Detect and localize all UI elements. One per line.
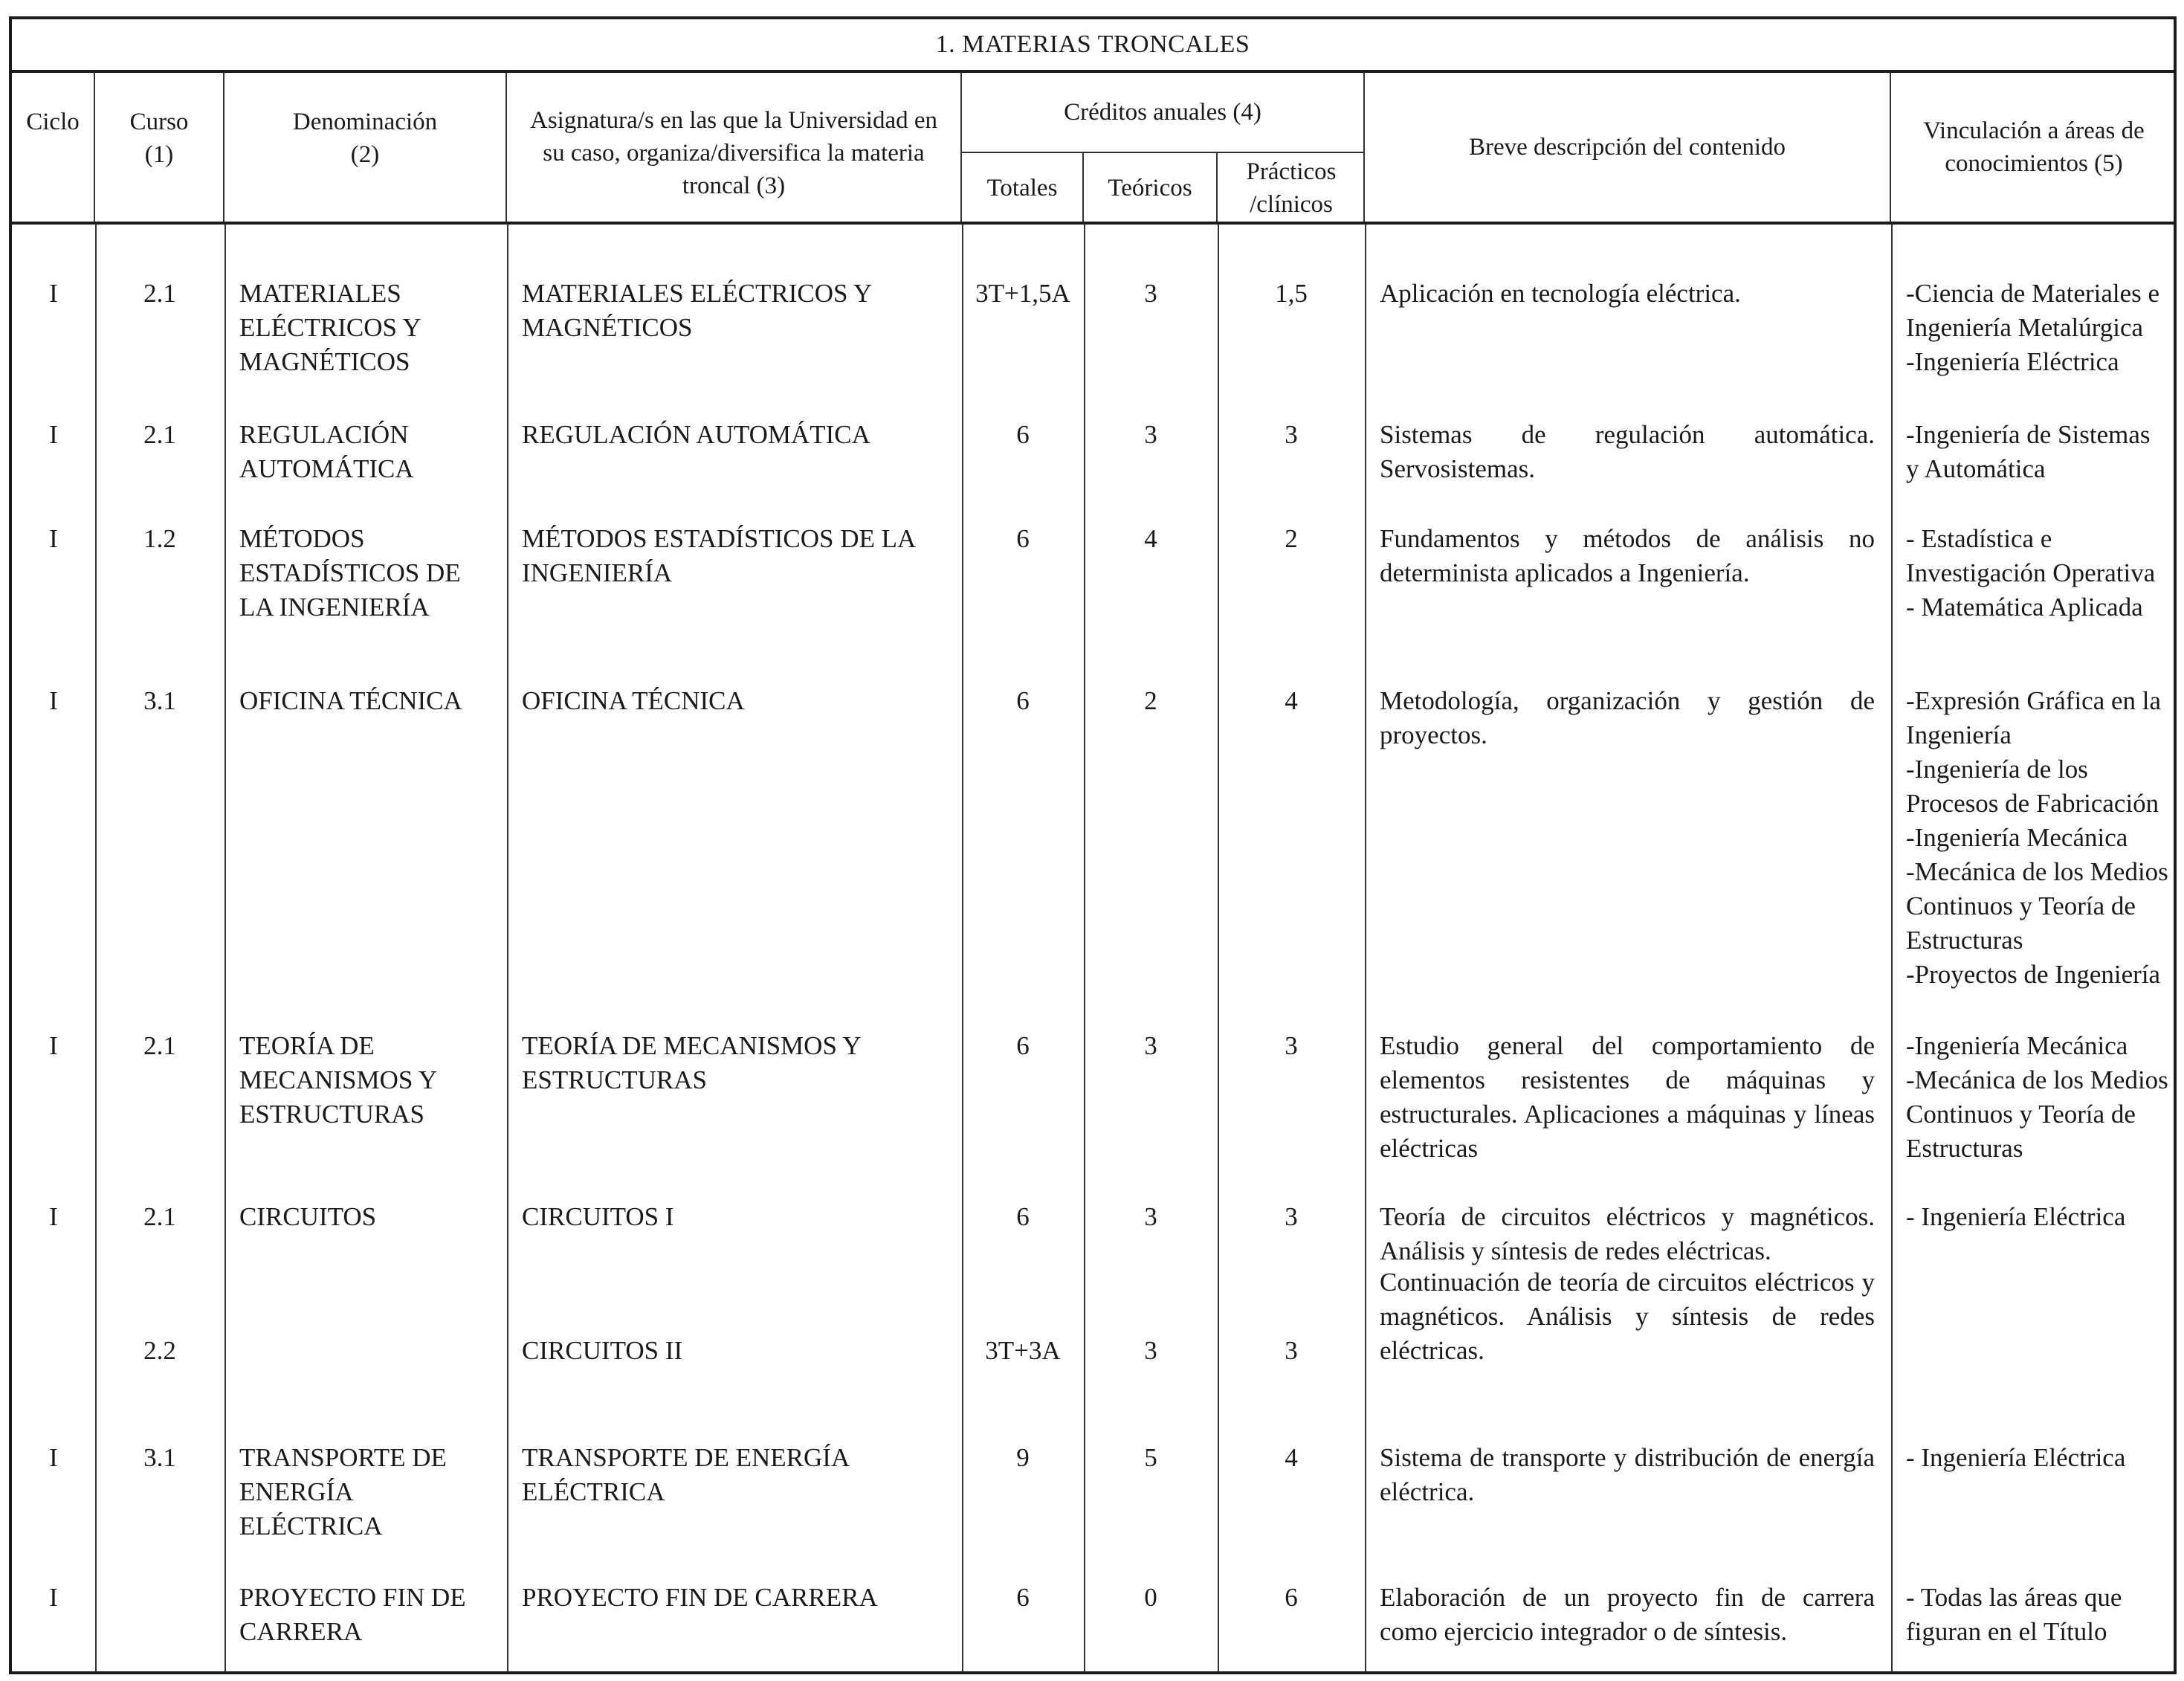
cell-vinculacion: - Estadística e Investigación Operativa - Matemática Aplicada <box>1906 524 2156 622</box>
cell-totales: 9 <box>1016 1443 1030 1472</box>
cell-totales: 3T+1,5A <box>975 279 1070 308</box>
cell-curso: 2.2 <box>143 1336 176 1365</box>
cell-practicos: 3 <box>1285 1031 1298 1060</box>
cell-asignatura: REGULACIÓN AUTOMÁTICA <box>522 420 870 449</box>
cell-practicos: 6 <box>1285 1583 1298 1612</box>
cell-ciclo: I <box>49 524 58 553</box>
cell-teoricos: 4 <box>1144 524 1157 553</box>
cell-teoricos: 2 <box>1144 686 1157 715</box>
header-curso <box>95 73 224 222</box>
cell-practicos: 4 <box>1285 1443 1298 1472</box>
cell-curso: 2.1 <box>143 420 176 449</box>
header-asignatura-label: Asignatura/s en las que la Universidad en su caso, organiza/diversifica la materia troncal (3) <box>529 107 937 199</box>
cell-asignatura: CIRCUITOS I <box>522 1202 674 1231</box>
cell-denominacion: MÉTODOS ESTADÍSTICOS DE LA INGENIERÍA <box>239 524 461 622</box>
cell-denominacion: REGULACIÓN AUTOMÁTICA <box>239 420 414 483</box>
cell-vinculacion: -Ciencia de Materiales e Ingeniería Metalúrgica -Ingeniería Eléctrica <box>1906 279 2160 376</box>
cell-asignatura: TEORÍA DE MECANISMOS Y ESTRUCTURAS <box>522 1031 861 1094</box>
cell-teoricos: 3 <box>1144 1336 1157 1365</box>
cell-ciclo: I <box>49 1443 58 1472</box>
cell-denominacion: PROYECTO FIN DE CARRERA <box>239 1583 466 1646</box>
header-totales: Totales <box>962 153 1084 223</box>
cell-practicos: 2 <box>1285 524 1298 553</box>
cell-asignatura: OFICINA TÉCNICA <box>522 686 745 715</box>
cell-curso: 2.1 <box>143 1202 176 1231</box>
cell-descripcion: Sistemas de regulación automática. Servosistemas. <box>1380 420 1875 483</box>
cell-curso: 2.1 <box>143 1031 176 1060</box>
cell-teoricos: 5 <box>1144 1443 1157 1472</box>
cell-asignatura: MATERIALES ELÉCTRICOS Y MAGNÉTICOS <box>522 279 871 342</box>
cell-practicos: 3 <box>1285 420 1298 449</box>
cell-practicos: 4 <box>1285 686 1298 715</box>
cell-practicos: 1,5 <box>1275 279 1308 308</box>
cell-practicos: 3 <box>1285 1202 1298 1231</box>
cell-vinculacion: - Ingeniería Eléctrica <box>1906 1202 2126 1231</box>
cell-teoricos: 3 <box>1144 1031 1157 1060</box>
header-vinculacion <box>1891 73 2177 222</box>
cell-ciclo: I <box>49 279 58 308</box>
cell-teoricos: 3 <box>1144 1202 1157 1231</box>
cell-curso: 3.1 <box>143 686 176 715</box>
cell-descripcion: Aplicación en tecnología eléctrica. <box>1380 279 1741 308</box>
cell-curso: 2.1 <box>143 279 176 308</box>
table-title: 1. MATERIAS TRONCALES <box>12 19 2174 73</box>
header-descripcion <box>1365 73 1891 222</box>
header-ciclo <box>12 73 95 222</box>
cell-ciclo: I <box>49 1031 58 1060</box>
cell-vinculacion: -Ingeniería de Sistemas y Automática <box>1906 420 2151 483</box>
cell-practicos: 3 <box>1285 1336 1298 1365</box>
cell-descripcion: Continuación de teoría de circuitos eléctricos y magnéticos. Análisis y síntesis de redes eléctricas. <box>1380 1268 1875 1365</box>
cell-teoricos: 0 <box>1144 1583 1157 1612</box>
cell-ciclo: I <box>49 1583 58 1612</box>
document-page <box>9 16 2177 1674</box>
header-descripcion-label: Breve descripción del contenido <box>1468 134 1786 161</box>
cell-denominacion: OFICINA TÉCNICA <box>239 686 462 715</box>
cell-asignatura: TRANSPORTE DE ENERGÍA ELÉCTRICA <box>522 1443 849 1506</box>
header-curso-label: Curso (1) <box>129 109 189 168</box>
cell-ciclo: I <box>49 686 58 715</box>
cell-ciclo: I <box>49 420 58 449</box>
header-vinculacion-label: Vinculación a áreas de conocimientos (5) <box>1923 117 2145 177</box>
cell-denominacion: MATERIALES ELÉCTRICOS Y MAGNÉTICOS <box>239 279 421 376</box>
cell-vinculacion: - Ingeniería Eléctrica <box>1906 1443 2126 1472</box>
header-creditos-label: Créditos anuales (4) <box>1064 99 1261 126</box>
cell-descripcion: Teoría de circuitos eléctricos y magnéticos. Análisis y síntesis de redes eléctricas. <box>1380 1202 1875 1265</box>
cell-descripcion: Sistema de transporte y distribución de energía eléctrica. <box>1380 1443 1875 1506</box>
cell-denominacion: TEORÍA DE MECANISMOS Y ESTRUCTURAS <box>239 1031 436 1129</box>
header-teoricos: Teóricos <box>1084 153 1218 223</box>
cell-totales: 6 <box>1016 1202 1030 1231</box>
cell-vinculacion: - Todas las áreas que figuran en el Título <box>1906 1583 2122 1646</box>
cell-denominacion: CIRCUITOS <box>239 1202 377 1231</box>
cell-totales: 6 <box>1016 686 1030 715</box>
cell-totales: 6 <box>1016 420 1030 449</box>
cell-vinculacion: -Ingeniería Mecánica -Mecánica de los Medios Continuos y Teoría de Estructuras <box>1906 1031 2168 1163</box>
cell-descripcion: Metodología, organización y gestión de proyectos. <box>1380 686 1875 749</box>
cell-totales: 6 <box>1016 1583 1030 1612</box>
cell-asignatura: PROYECTO FIN DE CARRERA <box>522 1583 878 1612</box>
cell-asignatura: CIRCUITOS II <box>522 1336 683 1365</box>
header-denominacion <box>224 73 507 222</box>
cell-curso: 3.1 <box>143 1443 176 1472</box>
cell-descripcion: Fundamentos y métodos de análisis no determinista aplicados a Ingeniería. <box>1380 524 1875 587</box>
cell-descripcion: Elaboración de un proyecto fin de carrera como ejercicio integrador o de síntesis. <box>1380 1583 1875 1646</box>
cell-descripcion: Estudio general del comportamiento de elementos resistentes de máquinas y estructurales. Aplicaciones a máquinas y líneas eléctricas <box>1380 1031 1875 1163</box>
table-body <box>12 225 2174 1671</box>
cell-totales: 3T+3A <box>985 1336 1061 1365</box>
cell-ciclo: I <box>49 1202 58 1231</box>
cell-totales: 6 <box>1016 524 1030 553</box>
cell-curso: 1.2 <box>143 524 176 553</box>
header-denominacion-label: Denominación (2) <box>292 109 438 168</box>
header-ciclo-label: Ciclo <box>26 109 80 135</box>
cell-denominacion: TRANSPORTE DE ENERGÍA ELÉCTRICA <box>239 1443 447 1540</box>
header-asignatura <box>507 73 962 222</box>
cell-vinculacion: -Expresión Gráfica en la Ingeniería -Ingeniería de los Procesos de Fabricación -Ingeniería Mecánica -Mecánica de los Medios Continuos y Teoría de Estructuras -Proyectos de Ingeniería <box>1906 686 2168 989</box>
cell-teoricos: 3 <box>1144 279 1157 308</box>
cell-asignatura: MÉTODOS ESTADÍSTICOS DE LA INGENIERÍA <box>522 524 915 587</box>
header-creditos-sub <box>962 152 1365 223</box>
header-practicos: Prácticos /clínicos <box>1246 158 1337 218</box>
cell-totales: 6 <box>1016 1031 1030 1060</box>
cell-teoricos: 3 <box>1144 420 1157 449</box>
